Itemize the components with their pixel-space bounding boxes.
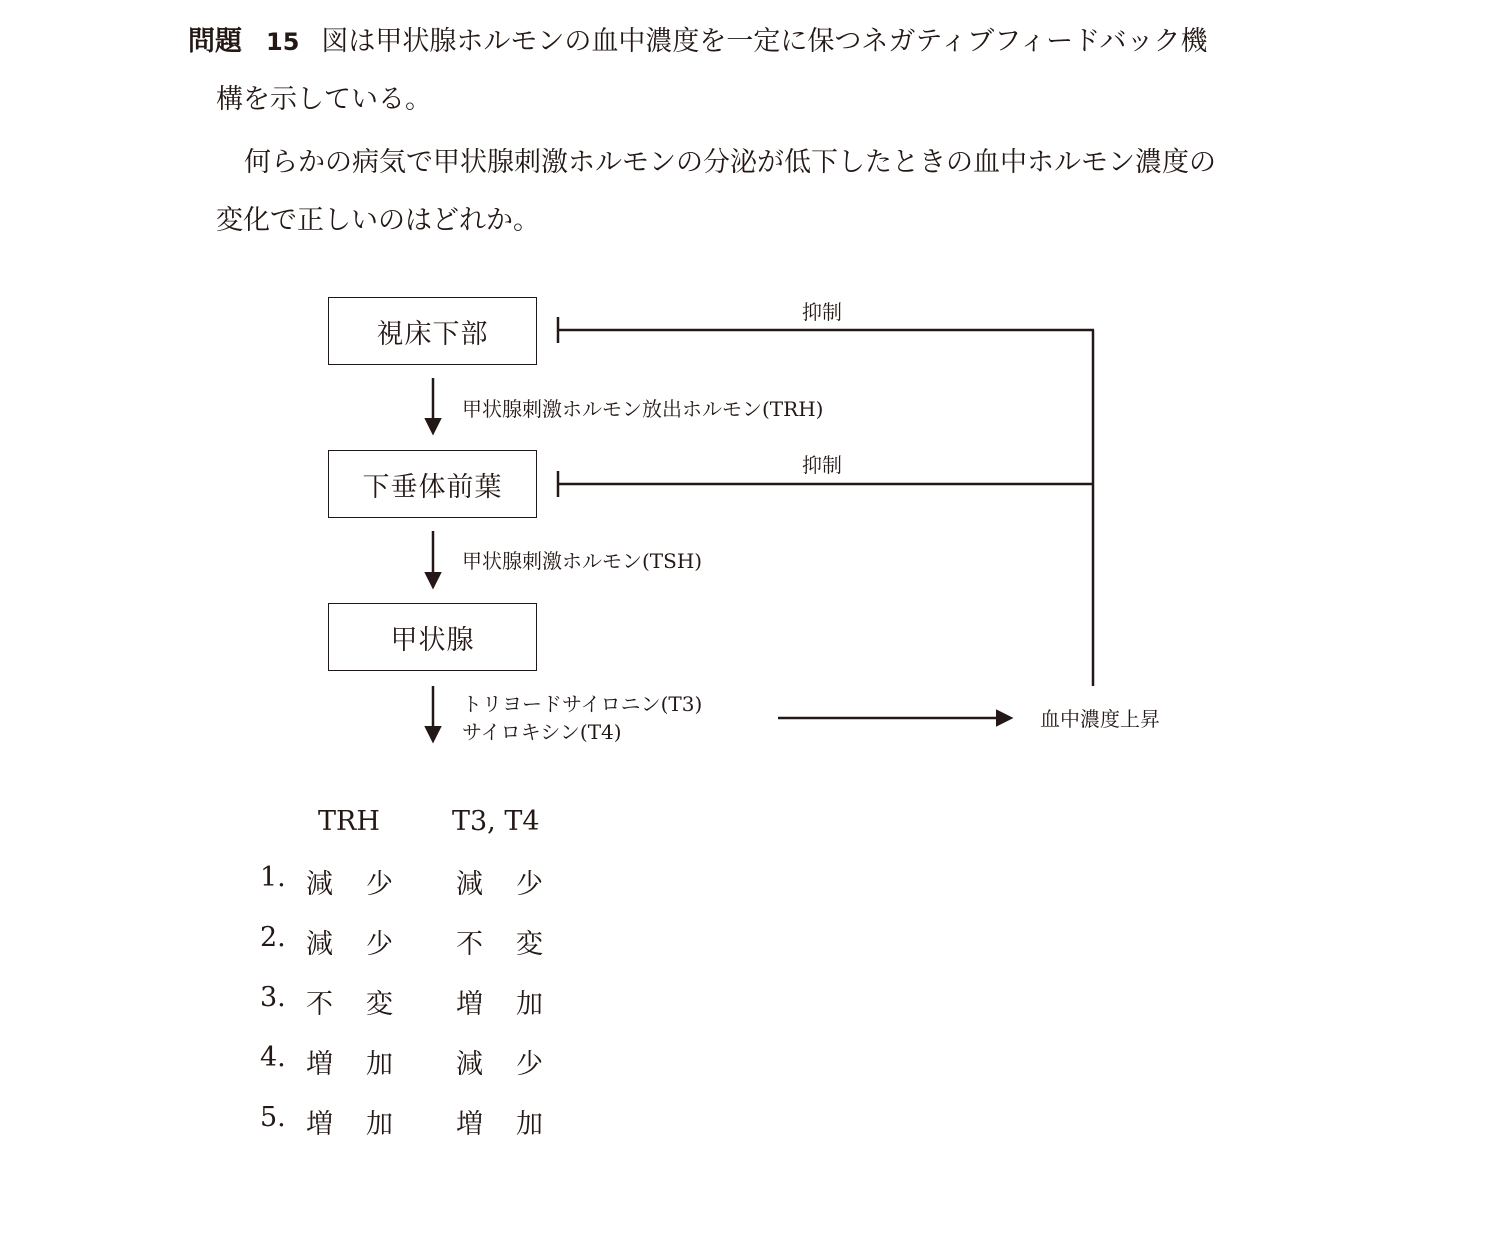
choices-header-trh: TRH (318, 806, 380, 837)
choice-number: 1. (260, 862, 286, 893)
choice-t3t4-char-1: 減 (456, 869, 483, 900)
choice-trh-char-1: 増 (306, 1109, 333, 1140)
inhibit-label-hypothalamus: 抑制 (802, 300, 842, 324)
choice-t3t4-char-2: 変 (516, 929, 543, 960)
arrow-label-t4: サイロキシン(T4) (462, 720, 622, 744)
arrow-label-t3: トリヨードサイロニン(T3) (462, 692, 703, 716)
choices-header-t3t4: T3, T4 (452, 806, 540, 837)
question-line-3: 何らかの病気で甲状腺刺激ホルモンの分泌が低下したときの血中ホルモン濃度の (244, 147, 1216, 178)
choice-trh-char-1: 増 (306, 1049, 333, 1080)
result-label: 血中濃度上昇 (1040, 707, 1160, 731)
choice-t3t4-char-1: 増 (456, 989, 483, 1020)
choice-trh-char-1: 不 (306, 989, 333, 1020)
question-number: 15 (266, 28, 300, 56)
choice-trh-char-1: 減 (306, 869, 333, 900)
choice-t3t4-char-2: 加 (516, 989, 543, 1020)
box-thyroid: 甲状腺 (328, 603, 537, 671)
choice-trh-char-2: 変 (366, 989, 393, 1020)
question-line-2: 構を示している。 (216, 84, 432, 115)
question-label: 問題 (188, 26, 242, 57)
inhibit-label-pituitary: 抑制 (802, 453, 842, 477)
box-anterior-pituitary: 下垂体前葉 (328, 450, 537, 518)
question-text-1: 図は甲状腺ホルモンの血中濃度を一定に保つネガティブフィードバック機 (321, 26, 1208, 57)
choice-trh-char-2: 加 (366, 1109, 393, 1140)
question-line-4: 変化で正しいのはどれか。 (216, 205, 540, 236)
choice-t3t4-char-1: 増 (456, 1109, 483, 1140)
choice-trh-char-2: 加 (366, 1049, 393, 1080)
choice-number: 2. (260, 922, 286, 953)
box-hypothalamus: 視床下部 (328, 297, 537, 365)
choice-number: 3. (260, 982, 286, 1013)
choice-t3t4-char-2: 少 (516, 1049, 543, 1080)
choice-t3t4-char-2: 少 (516, 869, 543, 900)
choice-trh-char-2: 少 (366, 869, 393, 900)
choice-number: 4. (260, 1042, 286, 1073)
choice-t3t4-char-2: 加 (516, 1109, 543, 1140)
choice-t3t4-char-1: 不 (456, 929, 483, 960)
choice-number: 5. (260, 1102, 286, 1133)
choice-t3t4-char-1: 減 (456, 1049, 483, 1080)
arrow-label-trh: 甲状腺刺激ホルモン放出ホルモン(TRH) (462, 397, 824, 421)
choice-trh-char-2: 少 (366, 929, 393, 960)
arrow-label-tsh: 甲状腺刺激ホルモン(TSH) (462, 549, 703, 573)
choice-trh-char-1: 減 (306, 929, 333, 960)
